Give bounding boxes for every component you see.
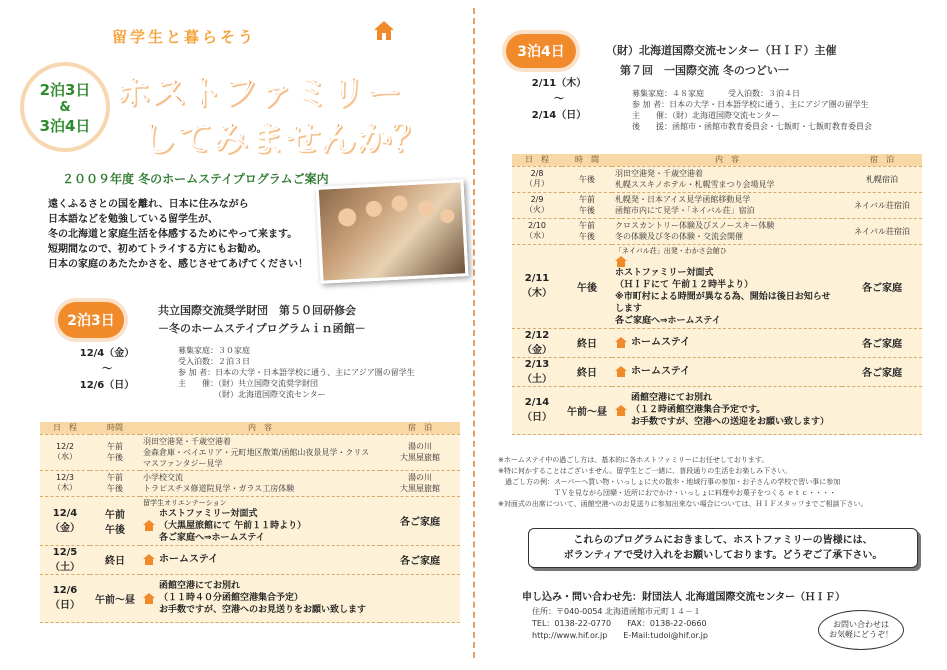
row-content: ホームステイ: [140, 545, 380, 574]
right-date-to: 2/14（日）: [531, 110, 587, 121]
badge-line2: 3泊4日: [39, 116, 91, 135]
intro-line: 冬の北海道と家庭生活を体感するためにやって来ます。: [48, 229, 298, 240]
note-line: ＴＶを見ながら団欒・近所におでかけ・いっしょに料理やお菓子をつくる ｅｔｃ・・・・: [498, 489, 837, 497]
row-date: 2/10 （水）: [512, 218, 562, 244]
row-content: 留学生オリエンテーション ホストファミリー対面式 （大黒屋旅館にて 午前１１時より） 各ご家庭へ⇒ホームステイ: [140, 496, 380, 545]
house-icon: [143, 554, 155, 565]
note-line: 過ごし方の例：スーパーへ買い物・いっしょに犬の散歩・地域行事の参加・お子さんの学校で習い事に参加: [498, 478, 841, 486]
right-org-subtitle: 第７回 一国際交流 冬のつどい一: [620, 64, 789, 77]
note-line: ※ホームステイ中の過ごし方は、基本的に各ホストファミリーにお任せしております。: [498, 456, 769, 464]
right-date-range: [514, 76, 604, 124]
note-line: ※対面式の出席について、函館空港へのお見送りに参加出来ない場合については、ＨＩＦスタッフまでご相談下さい。: [498, 500, 868, 508]
note-line: ※特に何かすることはございません。留学生とご一緒に、普段通りの生活をお楽しみ下さい。: [498, 467, 792, 475]
row-stay: 湯の川 大黒屋旅館: [380, 470, 460, 496]
row-date: 12/2 （水）: [40, 434, 90, 470]
row-stay: 湯の川 大黒屋旅館: [380, 434, 460, 470]
row-stay: 各ご家庭: [842, 328, 922, 357]
schedule-row: [512, 244, 922, 328]
contact-heading: 申し込み・問い合わせ先：財団法人 北海道国際交流センター（ＨＩＦ）: [522, 592, 846, 603]
badge-amp: &: [59, 99, 71, 115]
house-icon: [143, 520, 155, 531]
col-header-content: 内 容: [612, 154, 842, 166]
row-content: ホームステイ: [612, 328, 842, 357]
left-date-to: 12/6（日）: [79, 380, 135, 391]
notice-line: ボランティアで受け入れをお願いしております。どうぞご了承下さい。: [563, 550, 883, 561]
col-header-stay: 宿 泊: [842, 154, 922, 166]
inquiry-bubble: お問い合わせは お気軽にどうぞ！: [818, 610, 904, 650]
contact-details: [532, 606, 708, 642]
row-content: 羽田空港発・千歳空港着 金森倉庫・ベイエリア・元町地区散策/函館山夜景見学・クリスマスファンタジー見学: [140, 434, 380, 470]
schedule-row: [512, 357, 922, 386]
row-date: 2/12 （金）: [512, 328, 562, 357]
badge-line1: 2泊3日: [39, 80, 91, 99]
row-content: 小学校交流 トラピスチヌ修道院見学・ガラス工房体験: [140, 470, 380, 496]
col-header-time: 時 間: [562, 154, 612, 166]
schedule-row: [512, 386, 922, 434]
row-date: 12/4 （金）: [40, 496, 90, 545]
row-time: 午前～昼: [562, 386, 612, 434]
row-date: 12/5 （土）: [40, 545, 90, 574]
intro-text: [48, 197, 318, 272]
row-time: 午前 午後: [90, 470, 140, 496]
row-stay: 札幌宿泊: [842, 166, 922, 192]
detail-line: 主 催：（財）共立国際交流奨学財団: [178, 379, 318, 388]
house-icon: [615, 337, 627, 348]
detail-line: 参 加 者：日本の大学・日本語学校に通う、主にアジア圏の留学生: [178, 368, 415, 377]
row-time: 終日: [562, 328, 612, 357]
row-content: 羽田空港発・千歳空港着 札幌ススキノホテル・札幌雪まつり会場見学: [612, 166, 842, 192]
detail-line: 参 加 者：日本の大学・日本語学校に通う、主にアジア圏の留学生: [632, 100, 869, 109]
volunteer-notice-box: [528, 528, 918, 568]
house-icon: [372, 18, 396, 42]
detail-line: 後 援：函館市・函館市教育委員会・七飯町・七飯町教育委員会: [632, 122, 872, 131]
detail-line: 募集家庭：３０家庭: [178, 346, 250, 355]
row-content: 札幌発・日本アイス見学函館移動見学 函館市内にて見学・「ネイバル荘」宿泊: [612, 192, 842, 218]
row-date: 2/14 （日）: [512, 386, 562, 434]
left-org-subtitle: －冬のホームステイプログラムｉｎ函館－: [158, 322, 366, 335]
schedule-row: [40, 434, 460, 470]
house-icon: [615, 256, 627, 267]
duration-badge-3n4d: 3泊4日: [506, 34, 576, 68]
row-content: ホームステイ: [612, 357, 842, 386]
schedule-row: [512, 166, 922, 192]
row-time: 午前 午後: [90, 496, 140, 545]
schedule-row: [512, 218, 922, 244]
row-stay: ネイバル荘宿泊: [842, 218, 922, 244]
detail-line: 主 催：（財）北海道国際交流センター: [632, 111, 780, 120]
contact-phone: TEL：0138-22-0770 FAX：0138-22-0660: [532, 619, 707, 628]
row-stay: 各ご家庭: [380, 545, 460, 574]
row-content: 「ネイバル荘」出発・わかさ会館ひ ホストファミリー対面式 （ＨＩＦにて 午前１２時半より） ※市町村による時間が異なる為、開始は後日お知らせします 各ご家庭へ⇒ホームステイ: [612, 244, 842, 328]
row-stay: 各ご家庭: [380, 496, 460, 545]
duration-badge-2n3d: 2泊3日: [58, 302, 124, 338]
schedule-row: [40, 545, 460, 574]
left-org-title: 共立国際交流奨学財団 第５０回研修会: [158, 304, 356, 317]
row-date: 12/3 （木）: [40, 470, 90, 496]
row-stay: 各ご家庭: [842, 244, 922, 328]
row-date: 2/9 （火）: [512, 192, 562, 218]
col-header-date: 日 程: [40, 422, 90, 434]
schedule-row: [40, 496, 460, 545]
col-header-content: 内 容: [140, 422, 380, 434]
host-family-photo: [316, 179, 469, 284]
right-date-from: 2/11（木）: [531, 78, 587, 89]
left-schedule-table: [40, 422, 460, 623]
house-icon: [615, 366, 627, 377]
house-icon: [615, 405, 627, 416]
schedule-row: [512, 192, 922, 218]
intro-line: 短期間なので、初めてトライする方にもお勧め。: [48, 244, 267, 255]
main-title-line2: してみませんか？: [140, 118, 429, 159]
row-time: 終日: [562, 357, 612, 386]
left-details: [178, 345, 468, 400]
intro-line: 日本語などを勉強している留学生が、: [48, 214, 218, 225]
right-details: [632, 88, 932, 132]
left-date-range: [62, 346, 152, 394]
program-heading: ２００９年度 冬のホームステイプログラムご案内: [62, 172, 329, 186]
left-date-tilde: ～: [102, 364, 112, 375]
contact-web-email[interactable]: http://www.hif.or.jp E-Mail:tudoi@hif.or.jp: [532, 631, 708, 640]
row-content: クロスカントリー体験及びスノースキー体験 冬の体験及び冬の体験・交流会開催: [612, 218, 842, 244]
row-time: 午後: [562, 244, 612, 328]
house-icon: [143, 593, 155, 604]
row-date: 12/6 （日）: [40, 574, 90, 622]
col-header-date: 日 程: [512, 154, 562, 166]
detail-line: （財）北海道国際交流センター: [178, 390, 326, 399]
col-header-time: 時間: [90, 422, 140, 434]
row-time: 午前 午後: [562, 192, 612, 218]
row-date: 2/11 （木）: [512, 244, 562, 328]
center-divider: [473, 8, 475, 658]
detail-line: 募集家庭：４８家庭 受入泊数：３泊４日: [632, 89, 800, 98]
right-org-title: （財）北海道国際交流センター（ＨＩＦ）主催: [606, 44, 837, 57]
row-date: 2/13 （土）: [512, 357, 562, 386]
right-notes: [498, 455, 938, 510]
notice-line: これらのプログラムにおきまして、ホストファミリーの皆様には、: [573, 535, 873, 546]
intro-line: 日本の家庭のあたたかさを、感じさせてあげてください！: [48, 259, 308, 270]
left-date-from: 12/4（金）: [79, 348, 135, 359]
row-stay: ネイバル荘宿泊: [842, 192, 922, 218]
row-content: 函館空港にてお別れ （１２時函館空港集合予定です。 お手数ですが、空港への送迎をお願い致します）: [612, 386, 842, 434]
intro-line: 遠くふるさとの国を離れ、日本に住みながら: [48, 199, 249, 210]
row-stay: [842, 386, 922, 434]
row-date: 2/8 （月）: [512, 166, 562, 192]
catch-phrase: 留学生と暮らそう: [112, 28, 257, 46]
row-time: 午前 午後: [562, 218, 612, 244]
main-title-line1: ホストファミリー: [115, 72, 402, 113]
schedule-row: [40, 470, 460, 496]
schedule-row: [512, 328, 922, 357]
row-time: 午前 午後: [90, 434, 140, 470]
row-time: 午後: [562, 166, 612, 192]
right-date-tilde: ～: [554, 94, 564, 105]
row-pre-note: 「ネイバル荘」出発・わかさ会館ひ: [615, 246, 727, 255]
row-content: 函館空港にてお別れ （１１時４０分函館空港集合予定） お手数ですが、空港へのお見送りをお願い致します: [140, 574, 380, 622]
row-time: 終日: [90, 545, 140, 574]
contact-address: 住所：〒040-0054 北海道函館市元町１４－１: [532, 607, 702, 616]
detail-line: 受入泊数：２泊３日: [178, 357, 250, 366]
duration-badge: [20, 62, 110, 152]
schedule-row: [40, 574, 460, 622]
row-time: 午前～昼: [90, 574, 140, 622]
row-pre-note: 留学生オリエンテーション: [143, 498, 227, 507]
right-schedule-table: [512, 154, 922, 435]
row-stay: [380, 574, 460, 622]
row-stay: 各ご家庭: [842, 357, 922, 386]
col-header-stay: 宿 泊: [380, 422, 460, 434]
